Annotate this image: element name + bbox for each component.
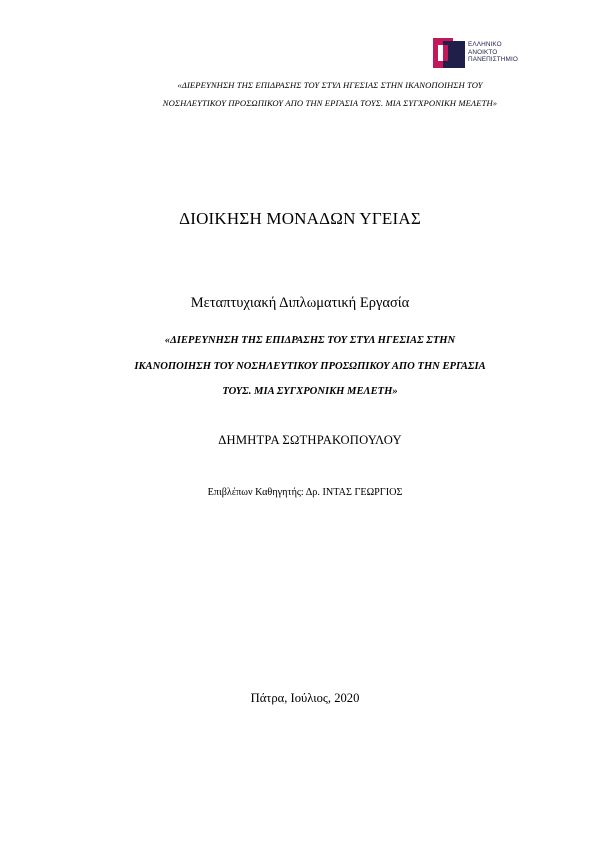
logo-line-1: ΕΛΛΗΝΙΚΟ: [468, 41, 502, 48]
logo-line-2: ΑΝΟΙΚΤΟ: [468, 48, 498, 56]
running-header-line-2: ΝΟΣΗΛΕΥΤΙΚΟΥ ΠΡΟΣΩΠΙΚΟΥ ΑΠΟ ΤΗΝ ΕΡΓΑΣΙΑ ΤΟΥΣ. ΜΙΑ ΣΥΓΧΡΟΝΙΚΗ ΜΕΛΕΤΗ»: [162, 98, 498, 108]
author-name: ΔΗΜΗΤΡΑ ΣΩΤΗΡΑΚΟΠΟΥΛΟΥ: [218, 433, 402, 447]
logo-text: [468, 41, 518, 64]
place-date: Πάτρα, Ιούλιος, 2020: [250, 691, 360, 705]
thesis-title: [90, 328, 530, 405]
logo-line-3: ΠΑΝΕΠΙΣΤΗΜΙΟ: [468, 56, 518, 64]
university-logo: [432, 36, 534, 70]
thesis-title-line-2: ΙΚΑΝΟΠΟΙΗΣΗ ΤΟΥ ΝΟΣΗΛΕΥΤΙΚΟΥ ΠΡΟΣΩΠΙΚΟΥ ΑΠΟ ΤΗΝ ΕΡΓΑΣΙΑ: [134, 360, 486, 372]
supervisor: Επιβλέπων Καθηγητής: Δρ. ΙΝΤΑΣ ΓΕΩΡΓΙΟΣ: [207, 487, 403, 498]
document-type: Μεταπτυχιακή Διπλωματική Εργασία: [190, 295, 410, 311]
thesis-title-line-3: ΤΟΥΣ. ΜΙΑ ΣΥΓΧΡΟΝΙΚΗ ΜΕΛΕΤΗ»: [222, 386, 398, 397]
hellenic-open-university-logo-icon: [432, 36, 466, 70]
running-header-line-1: «ΔΙΕΡΕΥΝΗΣΗ ΤΗΣ ΕΠΙΔΡΑΣΗΣ ΤΟΥ ΣΤΥΛ ΗΓΕΣΙΑΣ ΣΤΗΝ ΙΚΑΝΟΠΟΙΗΣΗ ΤΟΥ: [177, 80, 483, 90]
running-header: [60, 76, 600, 112]
program-title: ΔΙΟΙΚΗΣΗ ΜΟΝΑΔΩΝ ΥΓΕΙΑΣ: [179, 209, 421, 228]
thesis-title-line-1: «ΔΙΕΡΕΥΝΗΣΗ ΤΗΣ ΕΠΙΔΡΑΣΗΣ ΤΟΥ ΣΤΥΛ ΗΓΕΣΙΑΣ ΣΤΗΝ: [164, 335, 456, 346]
